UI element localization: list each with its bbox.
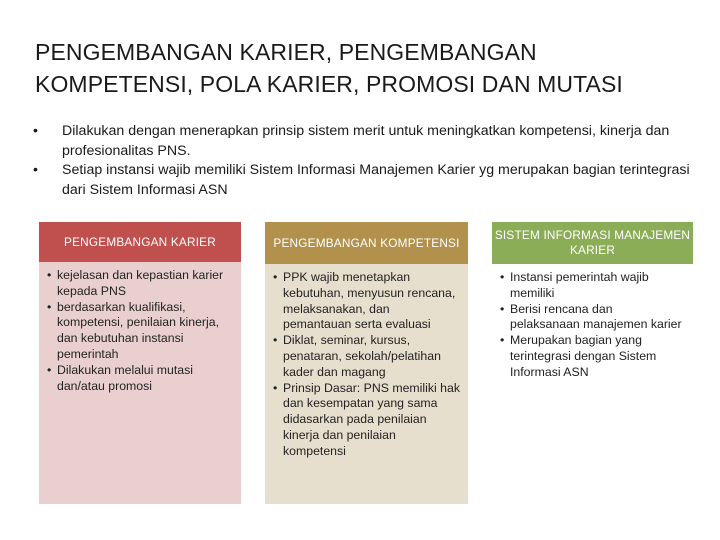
column-item: • PPK wajib menetapkan kebutuhan, menyusun rencana, melaksanakan, dan pemantauan serta evaluasi — [272, 270, 460, 333]
column-body — [492, 264, 693, 387]
column-item: • Merupakan bagian yang terintegrasi dengan Sistem Informasi ASN — [499, 333, 685, 380]
column-header: SISTEM INFORMASI MANAJEMEN KARIER — [492, 222, 693, 264]
column-body — [39, 262, 241, 504]
column-item: • kejelasan dan kepastian karier kepada PNS — [46, 268, 233, 300]
column-item: • berdasarkan kualifikasi, kompetensi, penilaian kinerja, dan kebutuhan instansi pemerintah — [46, 300, 233, 363]
column-item: • Prinsip Dasar: PNS memiliki hak dan kesempatan yang sama didasarkan pada penilaian kinerja dan penilaian kompetensi — [272, 381, 460, 460]
intro-bullet: • Dilakukan dengan menerapkan prinsip sistem merit untuk meningkatkan kompetensi, kinerja dan profesionalitas PNS. — [30, 122, 690, 161]
column-body — [265, 264, 468, 504]
intro-bullet-list — [30, 122, 690, 200]
column-item: • Berisi rencana dan pelaksanaan manajemen karier — [499, 302, 685, 334]
intro-bullet: • Setiap instansi wajib memiliki Sistem Informasi Manajemen Karier yg merupakan bagian terintegrasi dari Sistem Informasi ASN — [30, 161, 690, 200]
slide-title: PENGEMBANGAN KARIER, PENGEMBANGAN KOMPETENSI, POLA KARIER, PROMOSI DAN MUTASI — [35, 39, 623, 97]
column-item: • Dilakukan melalui mutasi dan/atau promosi — [46, 363, 233, 395]
column-sistem-informasi-manajemen-karier — [492, 222, 693, 379]
column-pengembangan-kompetensi — [265, 222, 468, 504]
column-item: • Instansi pemerintah wajib memiliki — [499, 270, 685, 302]
column-header: PENGEMBANGAN KOMPETENSI — [265, 222, 468, 264]
column-header: PENGEMBANGAN KARIER — [39, 222, 241, 262]
column-pengembangan-karier — [39, 222, 241, 504]
column-item: • Diklat, seminar, kursus, penataran, sekolah/pelatihan kader dan magang — [272, 333, 460, 380]
